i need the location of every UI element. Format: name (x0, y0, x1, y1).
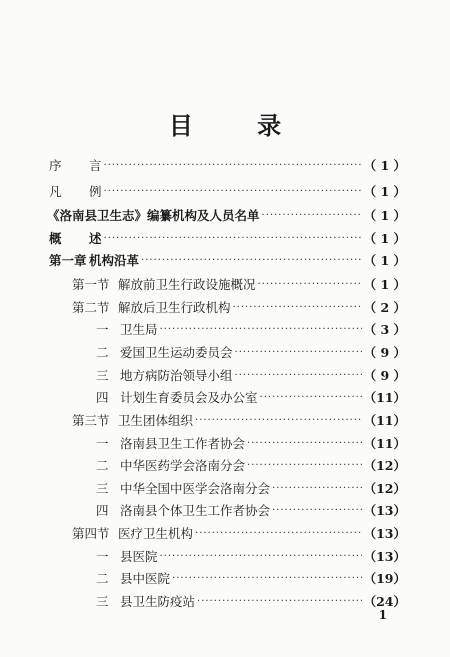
toc-entry-number: 序 (49, 158, 62, 173)
toc-entry-number: 三 (96, 594, 109, 609)
dot-leader (260, 388, 362, 408)
toc-entry-title: 爱国卫生运动委员会 (120, 345, 233, 360)
toc-entry (72, 524, 406, 544)
dot-leader (262, 206, 362, 226)
dot-leader (141, 251, 362, 271)
toc-entry (49, 251, 406, 271)
dot-leader (195, 524, 362, 544)
dot-leader (235, 343, 362, 363)
toc-entry (96, 366, 406, 386)
toc-entry (96, 320, 406, 340)
dot-leader (160, 320, 362, 340)
toc-entry-number: 第一节 (72, 277, 110, 292)
toc-entry-page: （12） (363, 481, 406, 496)
dot-leader (172, 569, 362, 589)
toc-entry-title: 县卫生防疫站 (120, 594, 196, 609)
toc-entry (72, 298, 406, 318)
toc-entry (49, 182, 406, 202)
toc-entry-number: 二 (96, 345, 109, 360)
toc-entry-title: 洛南县卫生工作者协会 (120, 436, 246, 451)
toc-entry-title: 中华全国中医学会洛南分会 (120, 481, 271, 496)
dot-leader (247, 456, 362, 476)
dot-leader (197, 592, 362, 612)
toc-entry-page: （ 3 ） (363, 322, 406, 337)
toc-entry-page: （19） (363, 571, 406, 586)
dot-leader (104, 229, 362, 249)
toc-entry-title: 卫生团体组织 (118, 413, 194, 428)
toc-entry (47, 206, 406, 226)
dot-leader (160, 547, 362, 567)
toc-entry-title: 县医院 (120, 549, 158, 564)
dot-leader (247, 434, 362, 454)
toc-entry-title: 卫生局 (120, 322, 158, 337)
toc-entry (96, 479, 406, 499)
toc-entry (96, 456, 406, 476)
toc-entry (96, 501, 406, 521)
toc-entry (96, 343, 406, 363)
dot-leader (258, 275, 362, 295)
toc-entry (96, 592, 406, 612)
toc-entry-number: 一 (96, 322, 109, 337)
toc-entry (96, 434, 406, 454)
toc-entry-number: 一 (96, 549, 109, 564)
dot-leader (272, 501, 362, 521)
toc-entry-title: 《洛南县卫生志》编纂机构及人员名单 (47, 208, 260, 223)
toc-entry (72, 275, 406, 295)
toc-entry-title: 例 (89, 184, 102, 199)
dot-leader (195, 411, 362, 431)
toc-entry-number: 一 (96, 436, 109, 451)
toc-entry-number: 第三节 (72, 413, 110, 428)
toc-entry-title: 计划生育委员会及办公室 (120, 390, 258, 405)
toc-entry-page: （ 9 ） (363, 368, 406, 383)
dot-leader (233, 298, 362, 318)
toc-entry-page: （ 1 ） (363, 158, 406, 173)
toc-entry-page: （11） (363, 390, 406, 405)
toc-entry-title: 机构沿革 (89, 253, 140, 268)
toc-entry-page: （ 1 ） (363, 253, 406, 268)
page-number: 1 (378, 608, 387, 622)
toc-entry-page: （11） (363, 413, 406, 428)
toc-entry-page: （ 1 ） (363, 184, 406, 199)
toc-entry-title: 言 (89, 158, 102, 173)
toc-entry-number: 第二节 (72, 300, 110, 315)
toc-entry (49, 156, 406, 176)
toc-entry-title: 中华医药学会洛南分会 (120, 458, 246, 473)
toc-entry-number: 凡 (49, 184, 62, 199)
toc-entry (96, 569, 406, 589)
toc-entry-page: （13） (363, 549, 406, 564)
toc-entry-page: （ 1 ） (363, 277, 406, 292)
toc-entry-number: 四 (96, 503, 109, 518)
dot-leader (235, 366, 362, 386)
toc-entry-page: （11） (363, 436, 406, 451)
toc-entry-title: 解放前卫生行政设施概况 (118, 277, 256, 292)
page-title: 目 录 (168, 111, 310, 140)
toc-entry-title: 县中医院 (120, 571, 171, 586)
toc-entry-page: （ 9 ） (363, 345, 406, 360)
toc-entry-page: （13） (363, 503, 406, 518)
toc-entry-title: 地方病防治领导小组 (120, 368, 233, 383)
toc-entry (49, 229, 406, 249)
toc-entry-title: 解放后卫生行政机构 (118, 300, 231, 315)
toc-entry-page: （ 1 ） (363, 208, 406, 223)
dot-leader (104, 156, 362, 176)
toc-entry-page: （12） (363, 458, 406, 473)
toc-entry-number: 第一章 (49, 253, 87, 268)
toc-entry-number: 四 (96, 390, 109, 405)
toc-entry-title: 述 (89, 231, 102, 246)
toc-entry-title: 医疗卫生机构 (118, 526, 194, 541)
toc-entry-page: （ 2 ） (363, 300, 406, 315)
toc-entry-number: 二 (96, 458, 109, 473)
toc-entry (96, 547, 406, 567)
toc-entry-number: 第四节 (72, 526, 110, 541)
toc-entry-page: （24） (363, 594, 406, 609)
toc-entry-title: 洛南县个体卫生工作者协会 (120, 503, 271, 518)
toc-entry-page: （ 1 ） (363, 231, 406, 246)
toc-entry-page: （13） (363, 526, 406, 541)
toc-entry-number: 三 (96, 481, 109, 496)
toc-entry-number: 二 (96, 571, 109, 586)
toc-entry (72, 411, 406, 431)
dot-leader (104, 182, 362, 202)
dot-leader (272, 479, 362, 499)
toc-entry (96, 388, 406, 408)
toc-entry-number: 概 (49, 231, 62, 246)
toc-entry-number: 三 (96, 368, 109, 383)
